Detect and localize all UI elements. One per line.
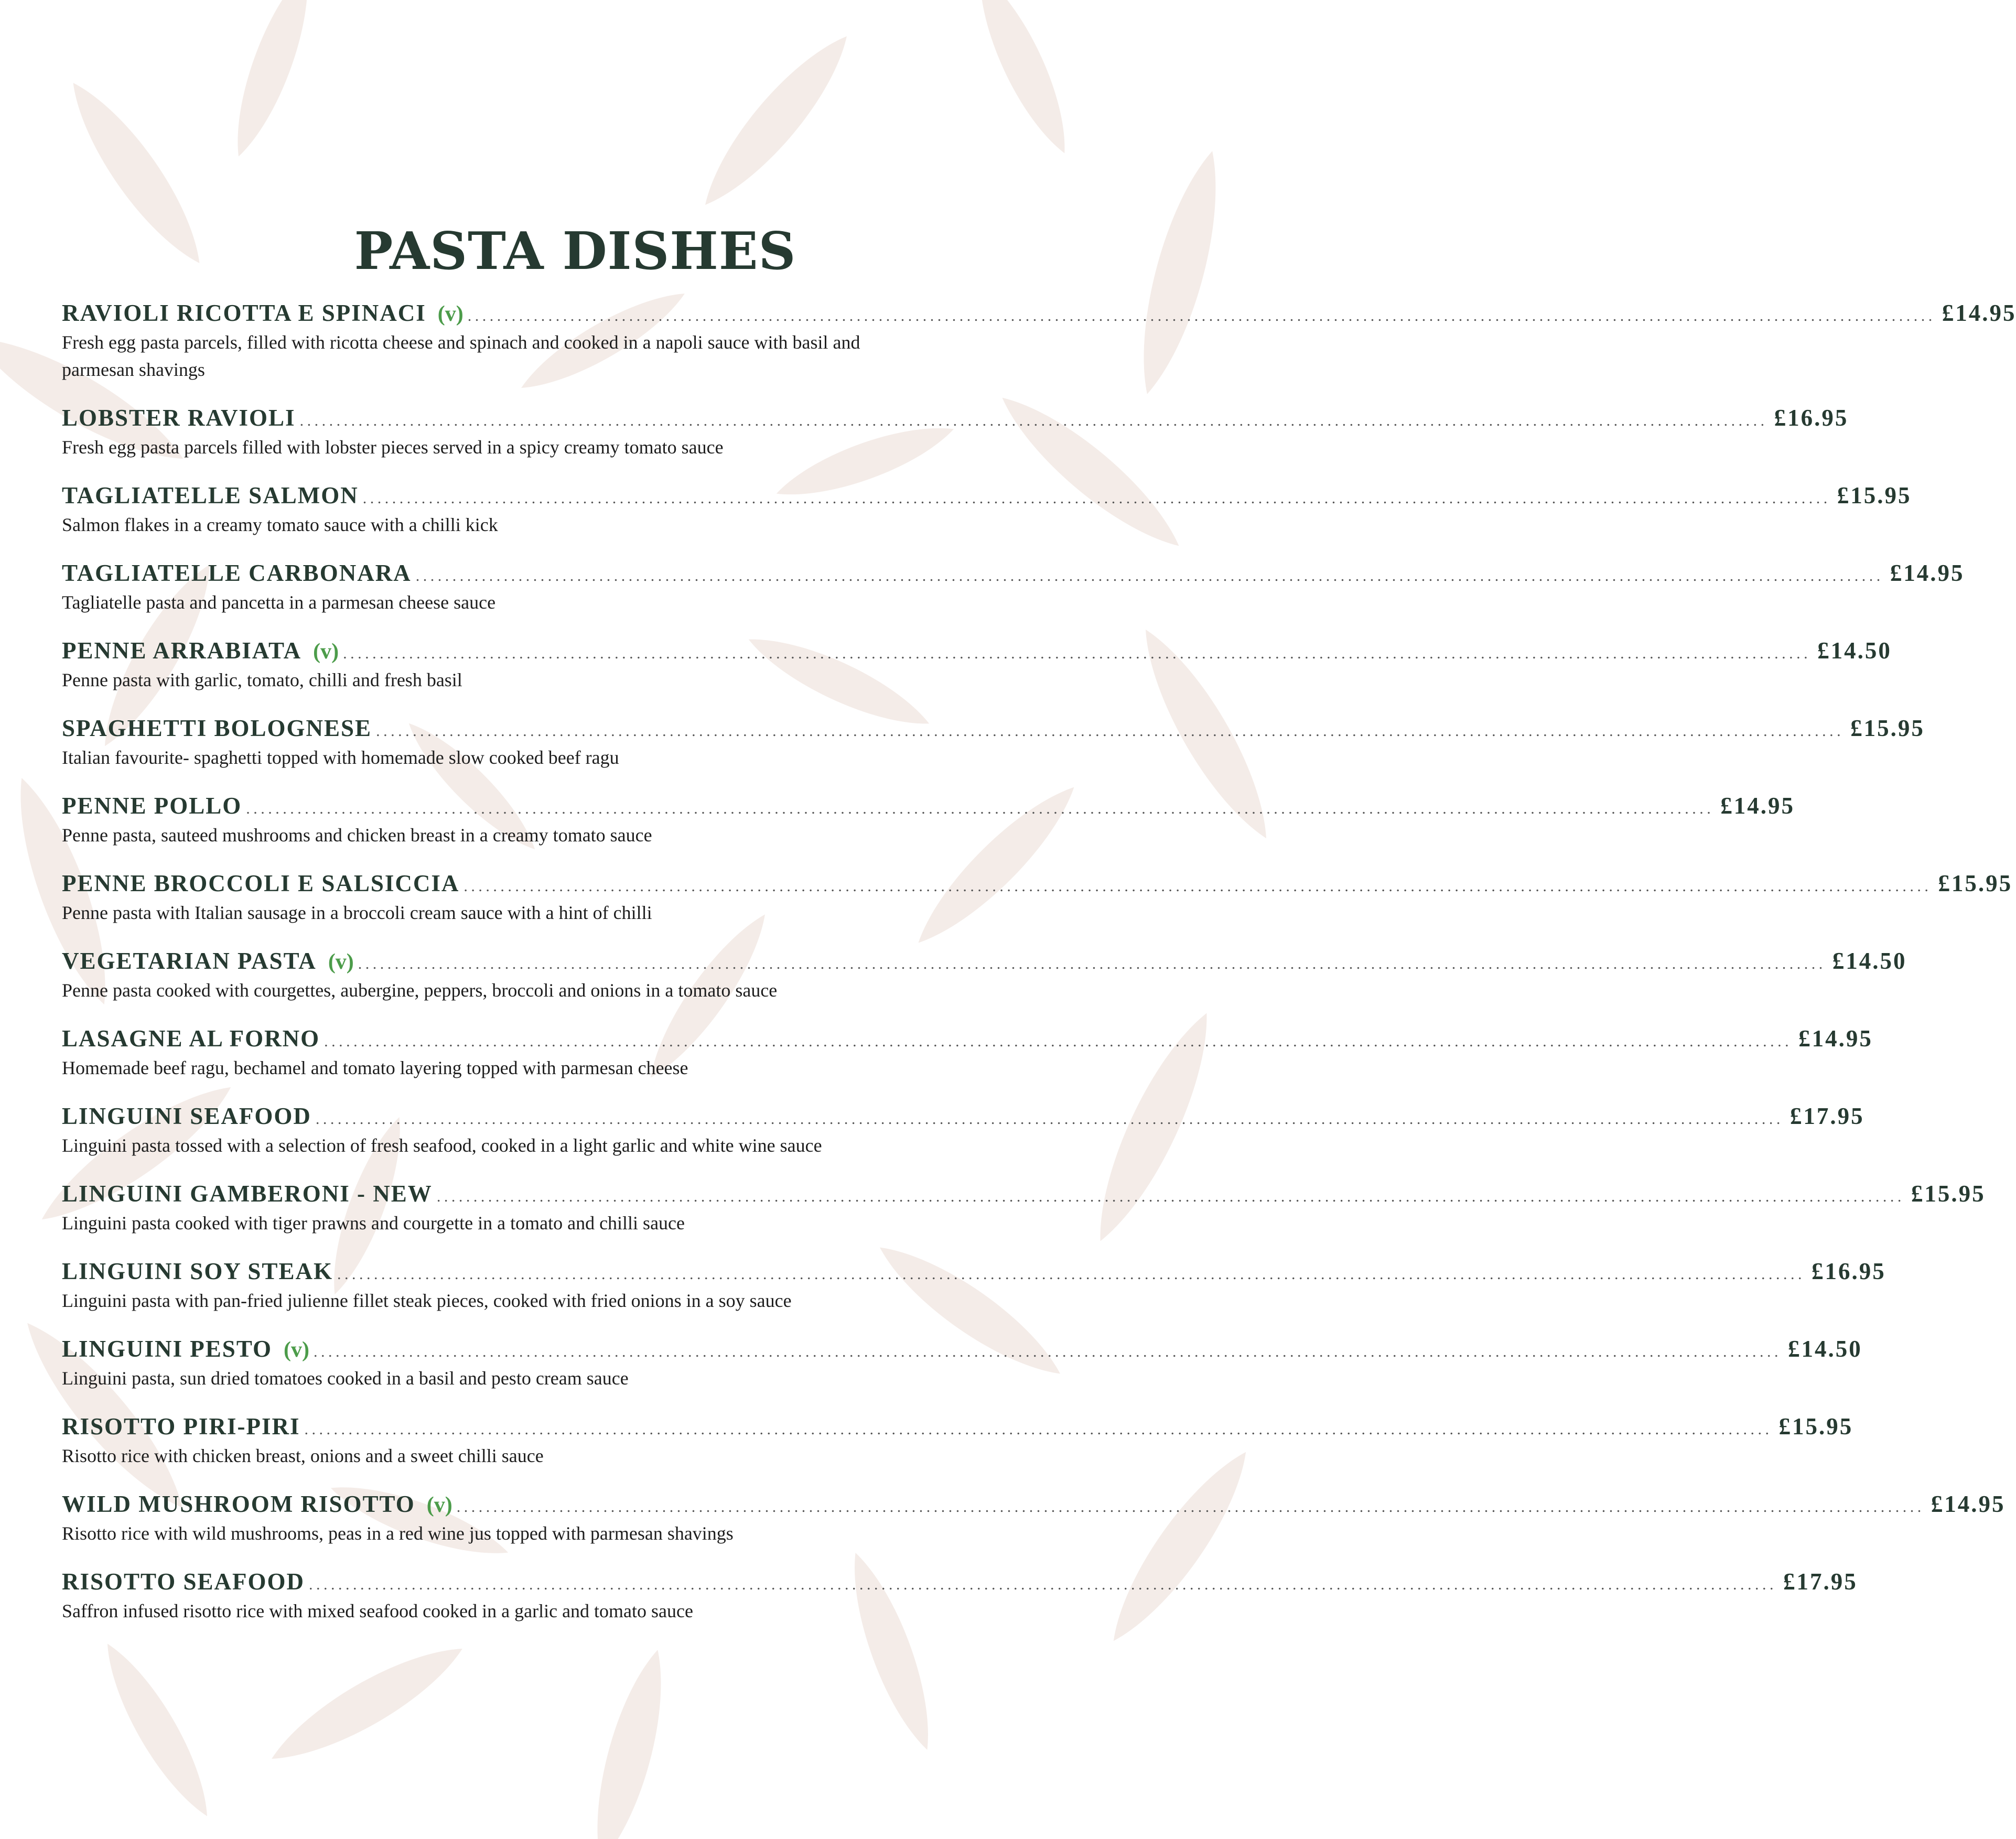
dot-leader: ........................................................................................................................................................................................................ [299, 412, 1768, 429]
menu-item-name: RISOTTO SEAFOOD [62, 1568, 305, 1595]
dot-leader: ........................................................................................................................................................................................................ [304, 1421, 1773, 1438]
menu-item [62, 402, 1849, 480]
dot-leader: ........................................................................................................................................................................................................ [337, 1265, 1805, 1283]
menu-item-description: Linguini pasta with pan-fried julienne fillet steak pieces, cooked with fried onions in a soy sauce [62, 1290, 792, 1311]
menu-item [62, 790, 1795, 868]
menu-item-header [62, 1178, 1986, 1209]
menu-item-header [62, 1100, 1864, 1132]
menu-item-name: LINGUINI SEAFOOD [62, 1103, 311, 1129]
menu-item-description: Salmon flakes in a creamy tomato sauce with a chilli kick [62, 514, 498, 535]
menu-item-list [62, 297, 2016, 1643]
menu-item-price: £14.50 [1788, 1336, 1862, 1362]
menu-item [62, 1333, 1862, 1411]
menu-item-price: £14.95 [1798, 1025, 1873, 1052]
menu-item-name: TAGLIATELLE SALMON [62, 482, 359, 509]
menu-item-description: Linguini pasta tossed with a selection of fresh seafood, cooked in a light garlic and white wine sauce [62, 1135, 822, 1156]
menu-item-description: Risotto rice with chicken breast, onions and a sweet chilli sauce [62, 1445, 544, 1466]
menu-item-price: £15.95 [1837, 482, 1912, 509]
menu-item-name: RISOTTO PIRI-PIRI [62, 1413, 300, 1440]
menu-item-header [62, 402, 1849, 434]
menu-item-price: £14.95 [1942, 300, 2016, 326]
menu-item-name: VEGETARIAN PASTA [62, 948, 317, 974]
menu-item [62, 1411, 1853, 1488]
menu-item-header [62, 635, 1892, 666]
menu-item-header [62, 1256, 1886, 1287]
menu-item-name: PENNE POLLO [62, 793, 242, 819]
menu-item-description: Homemade beef ragu, bechamel and tomato layering topped with parmesan cheese [62, 1057, 688, 1078]
menu-item [62, 712, 1925, 790]
menu-item [62, 945, 1907, 1023]
vegetarian-marker: (v) [437, 302, 463, 326]
menu-item-description: Linguini pasta, sun dried tomatoes cooked in a basil and pesto cream sauce [62, 1368, 629, 1389]
menu-item-description: Fresh egg pasta parcels filled with lobster pieces served in a spicy creamy tomato sauce [62, 437, 724, 458]
menu-item-name: SPAGHETTI BOLOGNESE [62, 715, 372, 741]
dot-leader: ........................................................................................................................................................................................................ [456, 1498, 1925, 1516]
menu-item-name: LOBSTER RAVIOLI [62, 405, 296, 431]
dot-leader: ........................................................................................................................................................................................................ [376, 722, 1845, 740]
menu-item-name: RAVIOLI RICOTTA E SPINACI [62, 300, 426, 326]
menu-item-price: £16.95 [1774, 405, 1849, 431]
menu-item-header [62, 790, 1795, 821]
vegetarian-marker: (v) [284, 1338, 310, 1362]
menu-item-price: £14.50 [1832, 948, 1907, 974]
menu-item [62, 868, 2013, 945]
menu-item [62, 635, 1892, 712]
menu-item-description: Penne pasta cooked with courgettes, aubergine, peppers, broccoli and onions in a tomato sauce [62, 980, 778, 1001]
menu-item-name: LINGUINI SOY STEAK [62, 1258, 333, 1284]
menu-item-price: £17.95 [1783, 1568, 1858, 1595]
vegetarian-marker: (v) [313, 640, 339, 664]
menu-item-price: £14.95 [1890, 560, 1965, 586]
menu-item-price: £14.95 [1720, 793, 1795, 819]
menu-item-name: PENNE ARRABIATA [62, 637, 302, 664]
menu-item-name: LINGUINI PESTO [62, 1336, 273, 1362]
menu-item-description: Saffron infused risotto rice with mixed seafood cooked in a garlic and tomato sauce [62, 1600, 693, 1621]
menu-item-price: £15.95 [1911, 1181, 1986, 1207]
menu-item [62, 1100, 1864, 1178]
menu-item-header [62, 297, 2016, 329]
menu-item [62, 480, 1912, 557]
menu-item-name: WILD MUSHROOM RISOTTO [62, 1491, 415, 1517]
menu-item-header [62, 945, 1907, 977]
dot-leader: ........................................................................................................................................................................................................ [358, 955, 1826, 972]
menu-item-description: Linguini pasta cooked with tiger prawns and courgette in a tomato and chilli sauce [62, 1213, 685, 1234]
menu-item [62, 1256, 1886, 1333]
menu-item [62, 1178, 1986, 1256]
menu-item [62, 1488, 2006, 1566]
menu-item [62, 1566, 1858, 1643]
dot-leader: ........................................................................................................................................................................................................ [343, 645, 1812, 662]
menu-item-description: Penne pasta with Italian sausage in a broccoli cream sauce with a hint of chilli [62, 902, 652, 923]
vegetarian-marker: (v) [328, 950, 354, 974]
menu-item-header [62, 868, 2013, 899]
dot-leader: ........................................................................................................................................................................................................ [314, 1343, 1782, 1360]
dot-leader: ........................................................................................................................................................................................................ [315, 1110, 1784, 1128]
dot-leader: ........................................................................................................................................................................................................ [436, 1188, 1905, 1205]
page-title: PASTA DISHES [354, 221, 796, 282]
menu-item-description: Penne pasta, sauteed mushrooms and chicken breast in a creamy tomato sauce [62, 825, 652, 846]
menu-item [62, 1023, 1873, 1100]
menu-item [62, 557, 1965, 635]
menu-item-price: £17.95 [1789, 1103, 1864, 1129]
menu-item-price: £14.50 [1817, 637, 1892, 664]
menu-item [62, 297, 2016, 402]
menu-item-header [62, 1488, 2006, 1520]
menu-item-name: PENNE BROCCOLI E SALSICCIA [62, 870, 460, 896]
menu-item-description: Fresh egg pasta parcels, filled with ricotta cheese and spinach and cooked in a napoli sauce with basil and parmesan shavings [62, 332, 860, 380]
dot-leader: ........................................................................................................................................................................................................ [324, 1033, 1793, 1050]
dot-leader: ........................................................................................................................................................................................................ [362, 490, 1831, 507]
menu-item-name: TAGLIATELLE CARBONARA [62, 560, 412, 586]
dot-leader: ........................................................................................................................................................................................................ [463, 878, 1932, 895]
menu-item-header [62, 1333, 1862, 1365]
menu-item-description: Penne pasta with garlic, tomato, chilli and fresh basil [62, 669, 462, 690]
menu-item-header [62, 712, 1925, 744]
dot-leader: ........................................................................................................................................................................................................ [415, 567, 1884, 585]
dot-leader: ........................................................................................................................................................................................................ [309, 1576, 1777, 1593]
menu-item-description: Italian favourite- spaghetti topped with homemade slow cooked beef ragu [62, 747, 619, 768]
menu-item-description: Risotto rice with wild mushrooms, peas in a red wine jus topped with parmesan shavings [62, 1523, 734, 1544]
menu-item-name: LINGUINI GAMBERONI - NEW [62, 1181, 433, 1207]
menu-item-header [62, 480, 1912, 511]
menu-item-description: Tagliatelle pasta and pancetta in a parmesan cheese sauce [62, 592, 496, 613]
menu-item-header [62, 1566, 1858, 1597]
menu-item-name: LASAGNE AL FORNO [62, 1025, 320, 1052]
vegetarian-marker: (v) [426, 1493, 452, 1517]
menu-item-price: £15.95 [1778, 1413, 1853, 1440]
menu-item-price: £15.95 [1938, 870, 2013, 896]
menu-item-header [62, 1023, 1873, 1054]
menu-item-price: £16.95 [1811, 1258, 1886, 1284]
menu-item-price: £15.95 [1850, 715, 1925, 741]
dot-leader: ........................................................................................................................................................................................................ [467, 307, 1936, 324]
menu-item-header [62, 1411, 1853, 1442]
menu-item-header [62, 557, 1965, 589]
menu-item-price: £14.95 [1931, 1491, 2006, 1517]
dot-leader: ........................................................................................................................................................................................................ [246, 800, 1715, 817]
